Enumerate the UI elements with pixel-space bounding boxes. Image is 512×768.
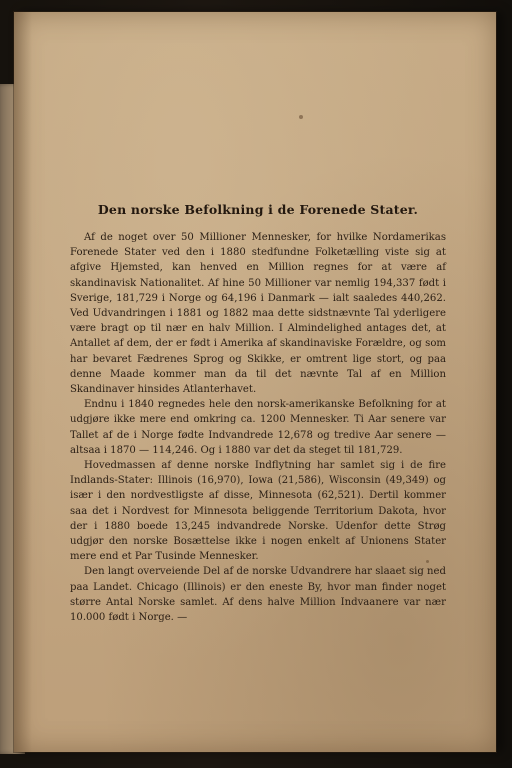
- article-title: Den norske Befolkning i de Forenede Stater.: [97, 202, 419, 217]
- paragraph: Af de noget over 50 Millioner Mennesker, for hvilke Nordamerikas Forenede Stater ved den i 1880 stedfundne Folketælling viste sig at afgive Hjemsted, kan henved en Million regnes for at være af skandinavisk Nationalitet. Af hine 50 Millioner var nemlig 194,337 født i Sverige, 181,729 i Norge og 64,196 i Danmark — ialt saaledes 440,262. Ved Udvandringen i 1881 og 1882 maa dette sidstnævnte Tal yderligere være bragt op til nær en halv Million. I Almindelighed antages det, at Antallet af dem, der er født i Amerika af skandinaviske Forældre, og som har bevaret Fædrenes Sprog og Skikke, er omtrent lige stort, og paa denne Maade kommer man da til det nævnte Tal af en Million Skandinaver hinsides Atlanterhavet.: [70, 232, 446, 396]
- paragraph: Den langt overveiende Del af de norske Udvandrere har slaaet sig ned paa Landet. Chicago (Illinois) er den eneste By, hvor man finder noget større Antal Norske samlet. Af dens halve Million Indvaanere var nær 10.000 født i Norge. —: [70, 566, 446, 624]
- paragraph: Endnu i 1840 regnedes hele den norsk-amerikanske Befolkning for at udgjøre ikke mere end omkring ca. 1200 Mennesker. Ti Aar senere var Tallet af de i Norge fødte Indvandrede 12,678 og tredive Aar senere — altsaa i 1870 — 114,246. Og i 1880 var det da steget til 181,729.: [70, 399, 446, 456]
- paper-spot: [299, 115, 303, 119]
- paragraph: Hovedmassen af denne norske Indflytning har samlet sig i de fire Indlands-Stater: Illinois (16,970), Iowa (21,586), Wisconsin (49,349) og især i den nordvestligste af disse, Minnesota (62,521). Dertil kommer saa det i Nordvest for Minnesota beliggende Territorium Dakota, hvor der i 1880 boede 13,245 indvandrede Norske. Udenfor dette Strøg udgjør den norske Bosættelse ikke i nogen enkelt af Unionens Stater mere end et Par Tusinde Mennesker.: [70, 460, 446, 563]
- article-body: [70, 230, 446, 625]
- article: [70, 202, 446, 625]
- book-page: [14, 12, 496, 752]
